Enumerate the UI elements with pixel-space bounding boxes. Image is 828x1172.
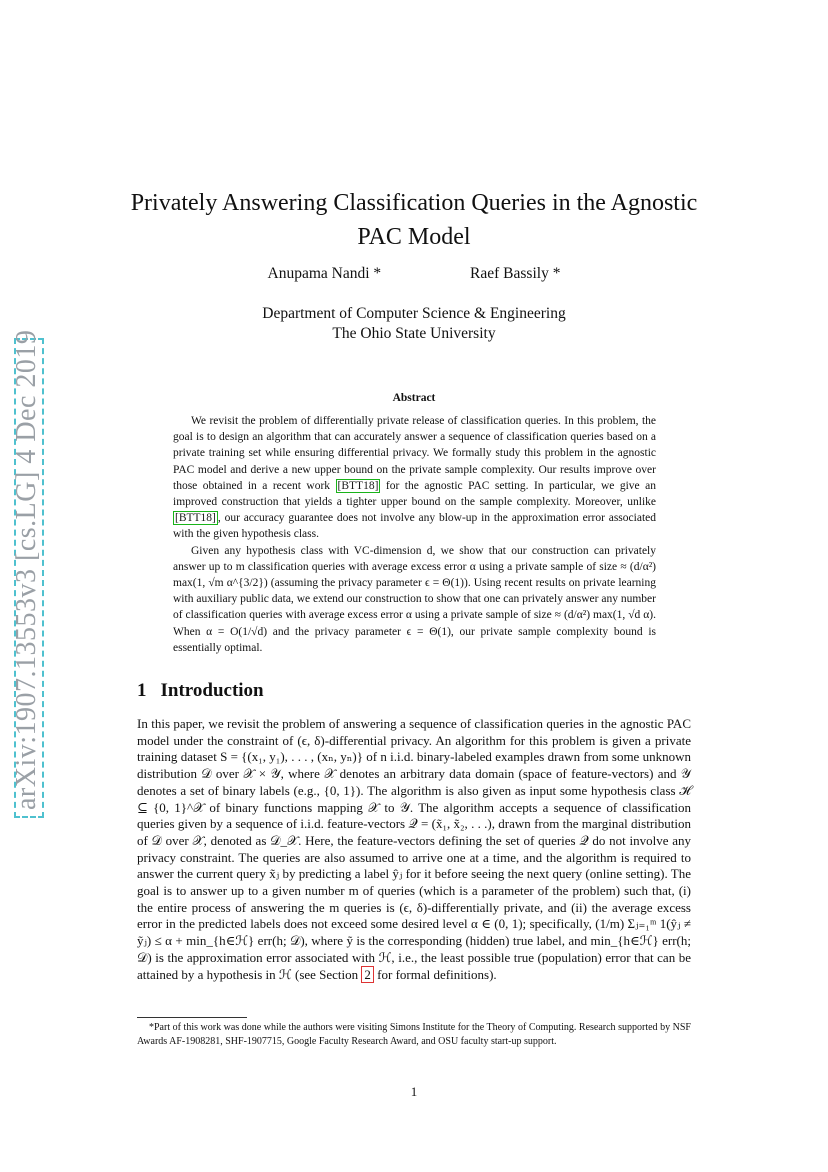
abstract-text: , our accuracy guarantee does not involve any blow-up in the approximation error associated with the given hypothesis class. — [173, 512, 656, 541]
footnote-text: *Part of this work was done while the authors were visiting Simons Institute for the Theory of Computing. Research supported by NSF Awards AF-1908281, SHF-1907715, Google Faculty Research Award, and OSU faculty start-up support. — [137, 1022, 691, 1047]
page-number: 1 — [410, 1084, 418, 1099]
footnote — [137, 1021, 691, 1049]
abstract-text: for the agnostic PAC setting. In particular, we give an improved construction that yields a tighter upper bound on the sample complexity. Moreover, unlike — [173, 479, 656, 509]
author-1: Anupama Nandi * — [267, 265, 382, 282]
abstract-text: We revisit the problem of differentially private release of classification queries. In this problem, the goal is to design an algorithm that can accurately answer a sequence of classification queries based on a private training set while ensuring differential privacy. We formally study this problem in the agnostic PAC model and derive a new upper bound on the private sample complexity. Our results improve over those obtained in a recent work — [173, 415, 656, 492]
section-number: 1 — [137, 680, 147, 701]
intro-paragraph-1 — [137, 716, 691, 983]
author-2: Raef Bassily * — [470, 265, 561, 282]
introduction-body — [137, 716, 691, 983]
paper-title: Privately Answering Classification Queries in the Agnostic PAC Model — [130, 190, 698, 250]
abstract-paragraph-1 — [173, 413, 656, 543]
arxiv-identifier: arXiv:1907.13553v3 [cs.LG] 4 Dec 2019 — [11, 329, 42, 810]
abstract-paragraph-2: Given any hypothesis class with VC-dimension d, we show that our construction can privately answer up to m classification queries with average excess error α using a private sample of size ≈ (d/α²) max(1, √m α^{3/2}) (assuming the privacy parameter ϵ = Θ(1)). Using recent results on private learning with auxiliary public data, we extend our construction to show that one can privately answer any number of classification queries with average excess error α using a private sample of size ≈ (d/α²) max(1, √d α). When α = O(1/√d) and the privacy parameter ϵ = Θ(1), our private sample complexity bound is essentially optimal. — [173, 544, 656, 654]
affiliation — [0, 304, 828, 344]
abstract-body — [173, 413, 656, 656]
intro-text: for formal definitions). — [373, 966, 497, 982]
footnote-rule — [137, 1017, 247, 1018]
section-reference-link[interactable]: 2 — [361, 966, 374, 983]
citation-link[interactable]: [BTT18] — [337, 479, 379, 492]
abstract-heading: Abstract — [392, 392, 436, 404]
affiliation-department: Department of Computer Science & Engineering — [262, 305, 566, 322]
intro-text: In this paper, we revisit the problem of answering a sequence of classification queries in the agnostic PAC model under the constraint of (ϵ, δ)-differential privacy. An algorithm for this problem is given a private training dataset S = {(x₁, y₁), . . . , (xₙ, yₙ)} of n i.i.d. binary-labeled examples drawn from some unknown distribution 𝒟 over 𝒳 × 𝒴, where 𝒳 denotes an arbitrary data domain (space of feature-vectors) and 𝒴 denotes a set of binary labels (e.g., {0, 1}). The algorithm is also given as input some hypothesis class ℋ ⊆ {0, 1}^𝒳 of binary functions mapping 𝒳 to 𝒴. The algorithm accepts a sequence of classification queries given by a sequence of i.i.d. feature-vectors 𝒬 = (x̃₁, x̃₂, . . .), drawn from the marginal distribution of 𝒟 over 𝒳, denoted as 𝒟_𝒳. Here, the feature-vectors defining the set of queries 𝒬 do not involve any privacy constraint. The queries are also assumed to arrive one at a time, and the algorithm is required to answer the current query x̃ⱼ by predicting a label ŷⱼ for it before seeing the next query (online setting). The goal is to answer up to a given number m of queries (which is a parameter of the problem) such that, (i) the entire process of answering the m queries is (ϵ, δ)-differentially private, and (ii) the average excess error in the predicted labels does not exceed some desired level α ∈ (0, 1); specifically, (1/m) Σⱼ₌₁ᵐ 1(ŷⱼ ≠ ỹⱼ) ≤ α + min_{h∈ℋ} err(h; 𝒟), where ỹ is the corresponding (hidden) true label, and min_{h∈ℋ} err(h; 𝒟) is the approximation error associated with ℋ, i.e., the least possible true (population) error that can be attained by a hypothesis in ℋ (see Section — [137, 716, 691, 982]
citation-link[interactable]: [BTT18] — [175, 512, 216, 525]
affiliation-university: The Ohio State University — [332, 325, 496, 342]
authors — [0, 265, 828, 283]
section-heading — [137, 680, 264, 702]
section-title: Introduction — [160, 680, 264, 701]
